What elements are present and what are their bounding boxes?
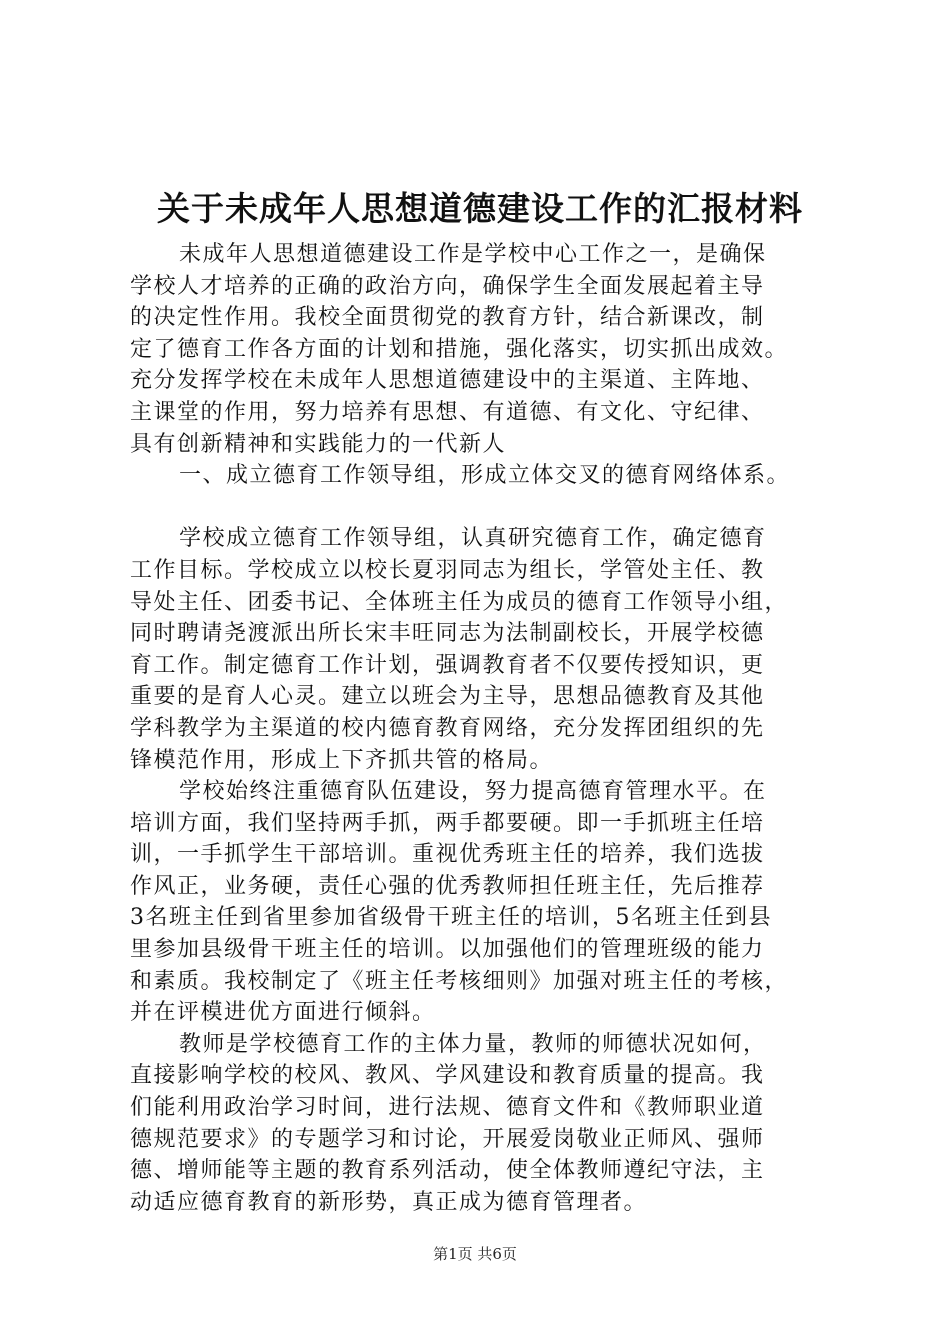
text-line: 主课堂的作用，努力培养有思想、有道德、有文化、守纪律、 — [130, 399, 765, 425]
document-title: 关于未成年人思想道德建设工作的汇报材料 — [157, 189, 803, 228]
text-line: 的决定性作用。我校全面贯彻党的教育方针，结合新课改，制 — [130, 305, 765, 331]
document-body — [130, 239, 850, 1218]
text-line: 学科教学为主渠道的校内德育教育网络，充分发挥团组织的先 — [130, 715, 765, 741]
text-line: 学校人才培养的正确的政治方向，确保学生全面发展起着主导 — [130, 273, 765, 299]
text-line: 教师是学校德育工作的主体力量，教师的师德状况如何， — [179, 1031, 767, 1057]
text-line: 导处主任、团委书记、全体班主任为成员的德育工作领导小组， — [130, 589, 789, 615]
text-line: 锋模范作用，形成上下齐抓共管的格局。 — [130, 747, 554, 773]
text-line: 并在评模进优方面进行倾斜。 — [130, 1000, 436, 1026]
text-line: 德规范要求》的专题学习和讨论，开展爱岗敬业正师风、强师 — [130, 1126, 765, 1152]
text-line: 充分发挥学校在未成年人思想道德建设中的主渠道、主阵地、 — [130, 368, 765, 394]
text-line: 育工作。制定德育工作计划，强调教育者不仅要传授知识，更 — [130, 652, 765, 678]
text-line: 动适应德育教育的新形势，真正成为德育管理者。 — [130, 1189, 648, 1215]
text-line: 重要的是育人心灵。建立以班会为主导，思想品德教育及其他 — [130, 684, 765, 710]
text-line: 德、增师能等主题的教育系列活动，使全体教师遵纪守法，主 — [130, 1158, 765, 1184]
text-line: 同时聘请尧渡派出所长宋丰旺同志为法制副校长，开展学校德 — [130, 621, 765, 647]
text-line: 学校成立德育工作领导组，认真研究德育工作，确定德育 — [179, 526, 767, 552]
text-line: 和素质。我校制定了《班主任考核细则》加强对班主任的考核， — [130, 968, 789, 994]
text-line: 培训方面，我们坚持两手抓，两手都要硬。即一手抓班主任培 — [130, 810, 765, 836]
text-line: 具有创新精神和实践能力的一代新人 — [130, 431, 507, 457]
text-line: 作风正，业务硬，责任心强的优秀教师担任班主任，先后推荐 — [130, 873, 765, 899]
text-line: 工作目标。学校成立以校长夏羽同志为组长，学管处主任、教 — [130, 557, 765, 583]
text-line: 学校始终注重德育队伍建设，努力提高德育管理水平。在 — [179, 779, 767, 805]
text-line: 们能利用政治学习时间，进行法规、德育文件和《教师职业道 — [130, 1095, 765, 1121]
text-line: 里参加县级骨干班主任的培训。以加强他们的管理班级的能力 — [130, 937, 765, 963]
section-heading: 一、成立德育工作领导组，形成立体交叉的德育网络体系。 — [179, 463, 791, 489]
text-line: 未成年人思想道德建设工作是学校中心工作之一，是确保 — [179, 242, 767, 267]
text-line: 定了德育工作各方面的计划和措施，强化落实，切实抓出成效。 — [130, 336, 789, 362]
text-line: 训，一手抓学生干部培训。重视优秀班主任的培养，我们选拔 — [130, 842, 765, 868]
page-indicator: 第1页 共6页 — [433, 1245, 517, 1263]
text-line: 3名班主任到省里参加省级骨干班主任的培训，5名班主任到县 — [130, 905, 772, 931]
text-line: 直接影响学校的校风、教风、学风建设和教育质量的提高。我 — [130, 1063, 765, 1089]
blank-line — [130, 492, 850, 524]
